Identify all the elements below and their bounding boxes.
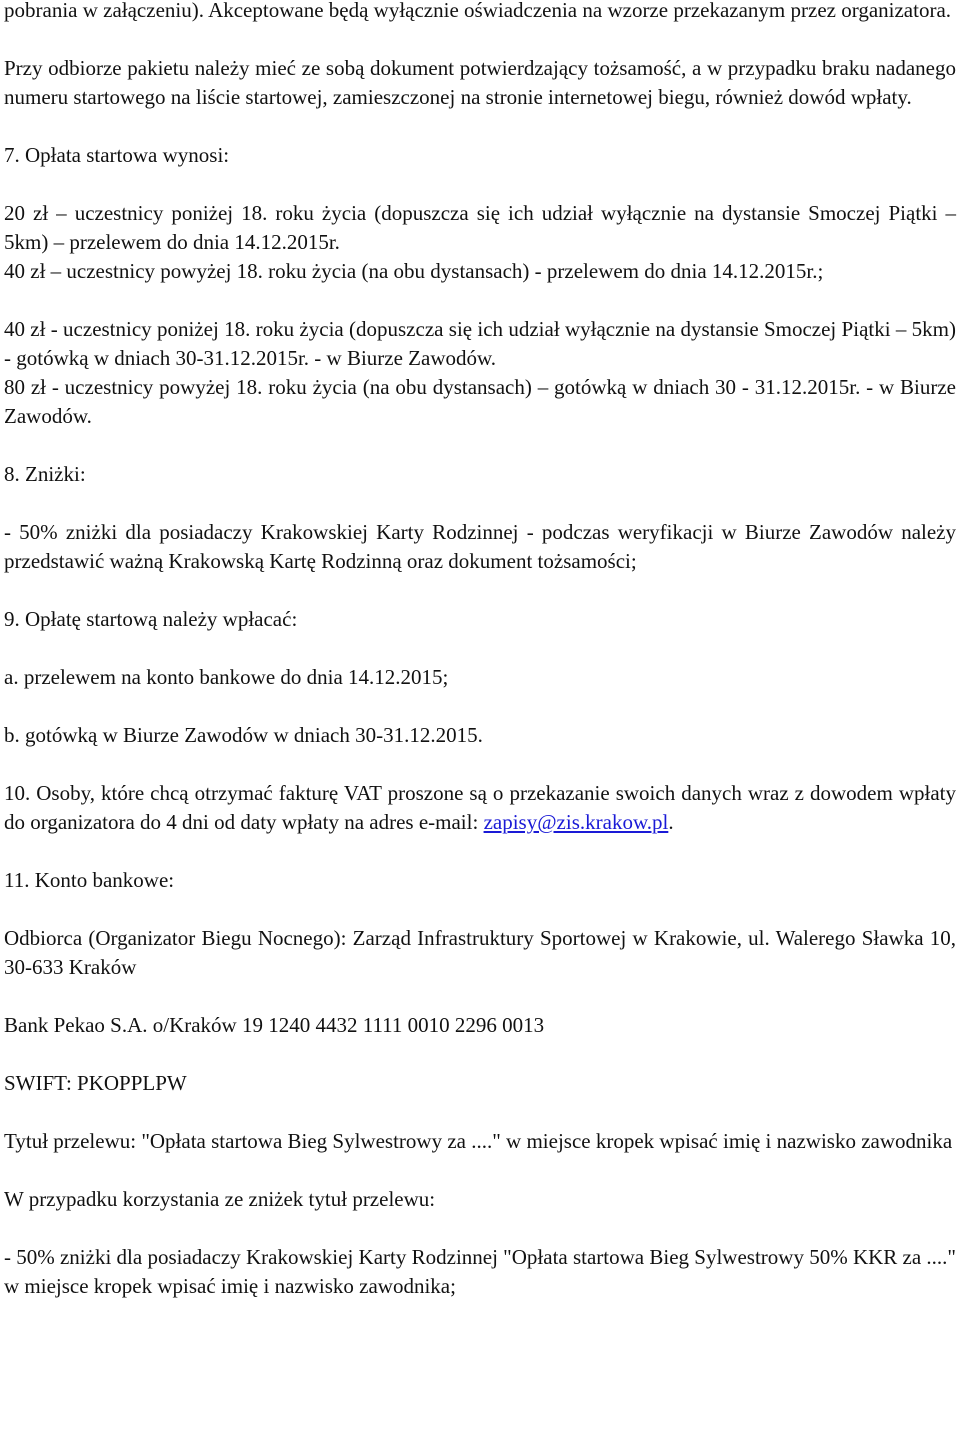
swift-code: SWIFT: PKOPPLPW <box>4 1071 187 1095</box>
recipient-info: Odbiorca (Organizator Biegu Nocnego): Zarząd Infrastruktury Sportowej w Krakowie, ul. Walerego Sławka 10, 30-633 Kraków <box>4 926 956 979</box>
fee-item: 40 zł – uczestnicy powyżej 18. roku życia (na obu dystansach) - przelewem do dnia 14.12.2015r.; <box>4 259 824 283</box>
section-11-heading: 11. Konto bankowe: <box>4 868 175 892</box>
email-link[interactable]: zapisy@zis.krakow.pl <box>483 810 669 834</box>
payment-option-b: b. gotówką w Biurze Zawodów w dniach 30-31.12.2015. <box>4 723 483 747</box>
section-8-heading: 8. Zniżki: <box>4 462 86 486</box>
discount-transfer-intro: W przypadku korzystania ze zniżek tytuł przelewu: <box>4 1187 436 1211</box>
fee-item: 40 zł - uczestnicy poniżej 18. roku życia (dopuszcza się ich udział wyłącznie na dystansie Smoczej Piątki – 5km) - gotówką w dniach 30-31.12.2015r. - w Biurze Zawodów. <box>4 317 956 370</box>
discount-item: - 50% zniżki dla posiadaczy Krakowskiej Karty Rodzinnej - podczas weryfikacji w Biurze Zawodów należy przedstawić ważną Krakowską Kartę Rodzinną oraz dokument tożsamości; <box>4 520 956 573</box>
bank-account: Bank Pekao S.A. o/Kraków 19 1240 4432 1111 0010 2296 0013 <box>4 1013 545 1037</box>
document-page <box>4 0 956 1301</box>
transfer-title: Tytuł przelewu: "Opłata startowa Bieg Sylwestrowy za ...." w miejsce kropek wpisać imię i nazwisko zawodnika <box>4 1129 953 1153</box>
fee-item: 20 zł – uczestnicy poniżej 18. roku życia (dopuszcza się ich udział wyłącznie na dystansie Smoczej Piątki – 5km) – przelewem do dnia 14.12.2015r. <box>4 201 956 254</box>
section-10-paragraph <box>4 779 956 837</box>
discount-transfer-title: - 50% zniżki dla posiadaczy Krakowskiej Karty Rodzinnej "Opłata startowa Bieg Sylwestrowy 50% KKR za ...." w miejsce kropek wpisać imię i nazwisko zawodnika; <box>4 1245 956 1298</box>
intro-continuation: pobrania w załączeniu). Akceptowane będą wyłącznie oświadczenia na wzorze przekazanym przez organizatora. <box>4 0 952 22</box>
section-7-heading: 7. Opłata startowa wynosi: <box>4 143 230 167</box>
section-10-text: 10. Osoby, które chcą otrzymać fakturę VAT proszone są o przekazanie swoich danych wraz z dowodem wpłaty do organizatora do 4 dni od daty wpłaty na adres e-mail: <box>4 781 956 834</box>
payment-option-a: a. przelewem na konto bankowe do dnia 14.12.2015; <box>4 665 449 689</box>
fee-item: 80 zł - uczestnicy powyżej 18. roku życia (na obu dystansach) – gotówką w dniach 30 - 31.12.2015r. - w Biurze Zawodów. <box>4 375 956 428</box>
pickup-paragraph: Przy odbiorze pakietu należy mieć ze sobą dokument potwierdzający tożsamość, a w przypadku braku nadanego numeru startowego na liście startowej, zamieszczonej na stronie internetowej biegu, również dowód wpłaty. <box>4 56 956 109</box>
section-10-end: . <box>668 810 674 834</box>
section-9-heading: 9. Opłatę startową należy wpłacać: <box>4 607 298 631</box>
